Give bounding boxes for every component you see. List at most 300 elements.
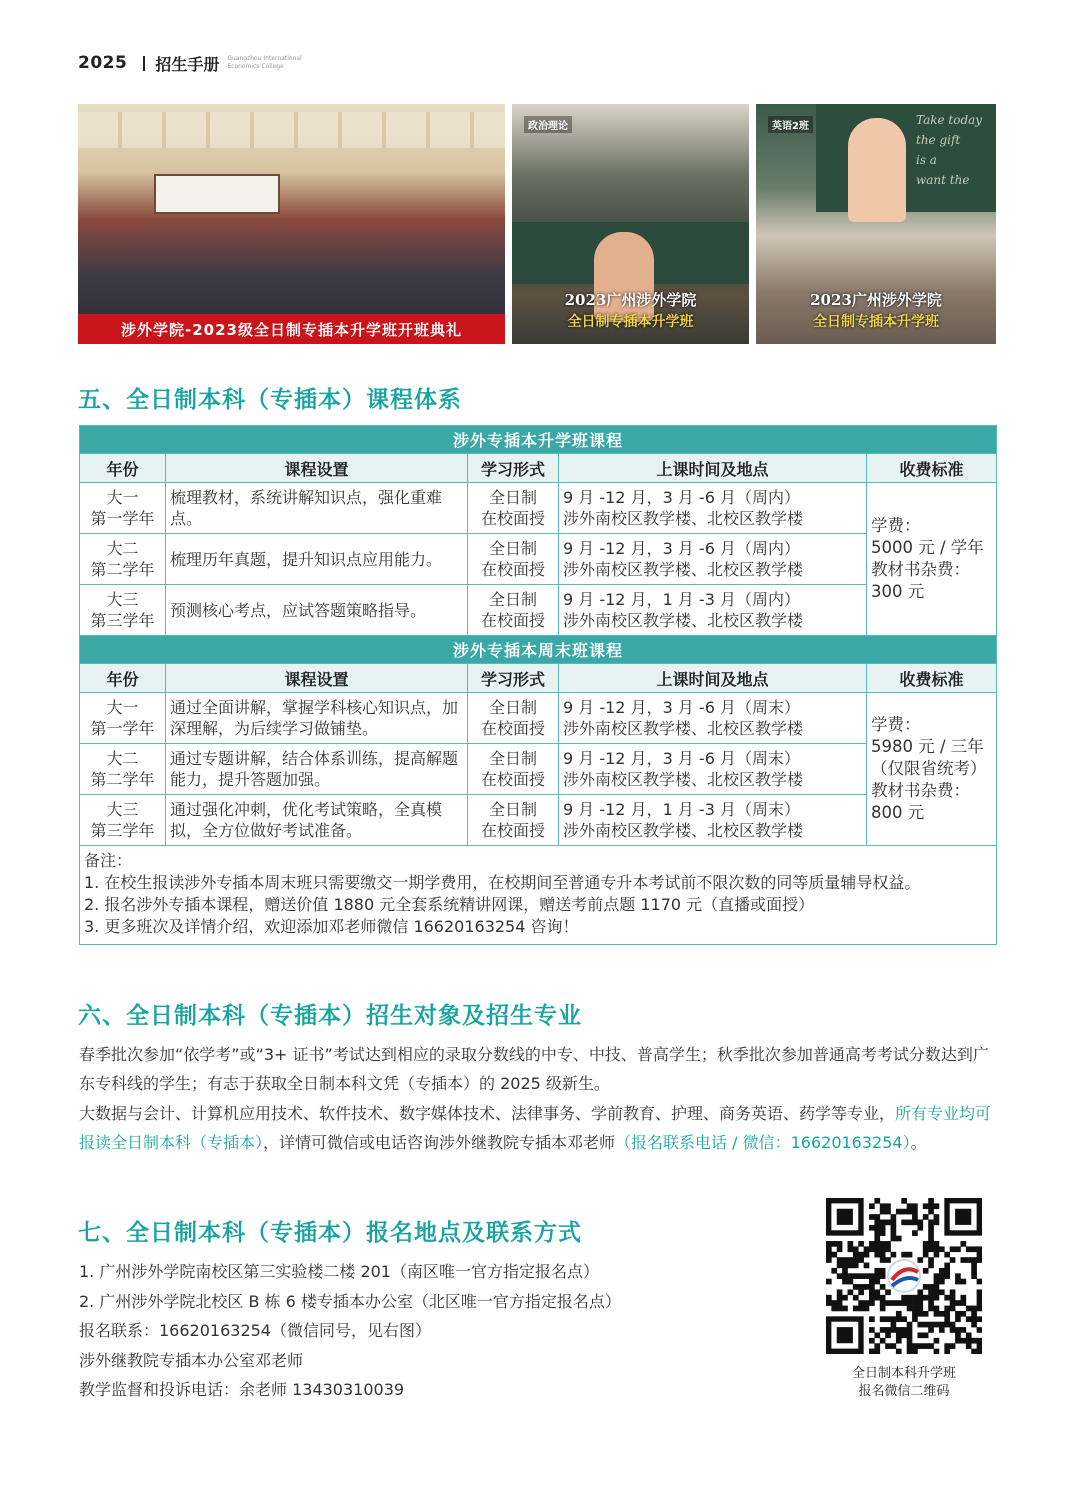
qr-module — [971, 1311, 977, 1317]
qr-module — [960, 1327, 966, 1333]
qr-module — [874, 1246, 880, 1252]
mode-sub: 在校面授 — [480, 770, 545, 789]
year-label: 大二 — [106, 539, 139, 558]
qr-module — [858, 1241, 864, 1247]
time-label: 9 月 -12 月，3 月 -6 月（周内） — [563, 539, 800, 558]
qr-module — [950, 1246, 956, 1252]
qr-module — [885, 1209, 891, 1215]
qr-module — [912, 1295, 918, 1301]
qr-module — [853, 1273, 859, 1279]
qr-module — [977, 1246, 982, 1252]
chalk-line: the gift — [916, 133, 961, 147]
qr-module — [891, 1316, 897, 1322]
col-header-time: 上课时间及地点 — [559, 454, 867, 483]
qr-code-graphic — [826, 1198, 982, 1354]
qr-module — [842, 1279, 848, 1285]
qr-module — [944, 1306, 950, 1312]
qr-module — [934, 1306, 940, 1312]
qr-module — [891, 1230, 897, 1236]
qr-module — [880, 1246, 886, 1252]
fee-line: 300 元 — [871, 582, 925, 601]
college-name — [227, 55, 327, 71]
qr-module — [907, 1203, 913, 1209]
qr-module — [864, 1273, 870, 1279]
qr-module — [955, 1246, 961, 1252]
qr-module — [960, 1300, 966, 1306]
time-label: 9 月 -12 月，3 月 -6 月（周内） — [563, 488, 800, 507]
qr-module — [928, 1284, 934, 1290]
qr-module — [848, 1257, 854, 1263]
qr-module — [934, 1273, 940, 1279]
qr-module — [977, 1300, 982, 1306]
qr-module — [885, 1327, 891, 1333]
time-cell — [559, 483, 867, 534]
qr-module — [880, 1230, 886, 1236]
course-table — [79, 425, 997, 945]
qr-module — [880, 1284, 886, 1290]
qr-module — [853, 1295, 859, 1301]
fee-line: 5000 元 / 学年 — [871, 538, 984, 557]
qr-module — [907, 1343, 913, 1349]
qr-module — [869, 1338, 875, 1344]
qr-module — [939, 1273, 945, 1279]
qr-module — [934, 1338, 940, 1344]
mode-label: 全日制 — [488, 488, 537, 507]
qr-module — [950, 1300, 956, 1306]
qr-module — [853, 1284, 859, 1290]
qr-module — [831, 1300, 837, 1306]
qr-module — [837, 1306, 843, 1312]
qr-module — [917, 1311, 923, 1317]
qr-module — [923, 1322, 929, 1328]
year-label: 大二 — [106, 749, 139, 768]
qr-module — [939, 1246, 945, 1252]
qr-module — [826, 1300, 832, 1306]
header-year: 2025 — [78, 53, 128, 73]
qr-module — [923, 1332, 929, 1338]
qr-module — [917, 1322, 923, 1328]
qr-module — [977, 1327, 982, 1333]
location-label: 涉外南校区教学楼、北校区教学楼 — [563, 509, 804, 528]
qr-module — [891, 1252, 897, 1258]
photo-tag-politics: 政治理论 — [524, 116, 572, 133]
qr-module — [837, 1257, 843, 1263]
col-header-course: 课程设置 — [166, 664, 468, 693]
contact-line: 涉外继教院专插本办公室邓老师 — [79, 1350, 304, 1370]
qr-module — [928, 1236, 934, 1242]
qr-module — [944, 1252, 950, 1258]
mode-label: 全日制 — [488, 800, 537, 819]
qr-module — [842, 1257, 848, 1263]
fee-line: 5980 元 / 三年 — [871, 737, 984, 756]
note-item: 1. 在校生报读涉外专插本周末班只需要缴交一期学费用，在校期间至普通专升本考试前不限次数的同等质量辅导权益。 — [84, 873, 921, 892]
qr-module — [880, 1338, 886, 1344]
qr-module — [848, 1279, 854, 1285]
admission-target-paragraph: 春季批次参加“依学考”或“3+ 证书”考试达到相应的录取分数线的中专、中技、普高学生；秋季批次参加普通高考考试分数达到广东专科线的学生；有志于获取全日制本科文凭（专插本）的 2025 级新生。 — [79, 1045, 989, 1093]
qr-module — [923, 1214, 929, 1220]
qr-module — [826, 1295, 832, 1301]
qr-module — [971, 1268, 977, 1274]
col-header-mode: 学习形式 — [468, 664, 559, 693]
qr-module — [848, 1289, 854, 1295]
qr-module — [896, 1332, 902, 1338]
qr-module — [928, 1289, 934, 1295]
qr-module — [869, 1214, 875, 1220]
qr-module — [901, 1316, 907, 1322]
mode-sub: 在校面授 — [480, 611, 545, 630]
qr-module — [971, 1322, 977, 1328]
year-label: 大一 — [106, 698, 139, 717]
year-cell — [80, 693, 166, 744]
qr-module — [869, 1349, 875, 1354]
ceremony-banner: 涉外学院-2023级全日制专插本升学班开班典礼 — [78, 314, 505, 344]
qr-module — [977, 1289, 982, 1295]
qr-module — [869, 1279, 875, 1285]
qr-module — [934, 1203, 940, 1209]
qr-module — [837, 1289, 843, 1295]
qr-module — [842, 1295, 848, 1301]
contact-list — [79, 1257, 621, 1405]
chalk-line: is a — [916, 153, 937, 167]
qr-module — [928, 1343, 934, 1349]
qr-module — [977, 1257, 982, 1263]
fee-line: 教材书杂费： — [871, 781, 970, 800]
qr-module — [928, 1203, 934, 1209]
qr-module — [842, 1306, 848, 1312]
qr-module — [966, 1257, 972, 1263]
qr-module — [934, 1279, 940, 1285]
qr-module — [880, 1203, 886, 1209]
qr-module — [885, 1289, 891, 1295]
qr-module — [848, 1246, 854, 1252]
fee-line: 学费： — [871, 715, 921, 734]
photo-caption-line2: 全日制专插本升学班 — [567, 314, 694, 330]
qr-module — [939, 1279, 945, 1285]
mode-sub: 在校面授 — [480, 821, 545, 840]
qr-module — [955, 1327, 961, 1333]
qr-module — [831, 1241, 837, 1247]
contact-line: 报名联系：16620163254（微信同号，见右图） — [79, 1321, 431, 1340]
mode-cell — [468, 483, 559, 534]
qr-module — [923, 1311, 929, 1317]
qr-module — [934, 1284, 940, 1290]
qr-module — [944, 1273, 950, 1279]
qr-module — [977, 1343, 982, 1349]
qr-module — [837, 1263, 843, 1269]
qr-module — [885, 1343, 891, 1349]
qr-module — [848, 1263, 854, 1269]
year-sub: 第三学年 — [90, 611, 155, 630]
qr-module — [864, 1246, 870, 1252]
location-label: 涉外南校区教学楼、北校区教学楼 — [563, 821, 804, 840]
qr-module — [885, 1332, 891, 1338]
year-sub: 第三学年 — [90, 821, 155, 840]
qr-module — [907, 1327, 913, 1333]
qr-module — [837, 1273, 843, 1279]
qr-module — [837, 1300, 843, 1306]
year-sub: 第一学年 — [90, 719, 155, 738]
location-label: 涉外南校区教学楼、北校区教学楼 — [563, 770, 804, 789]
qr-module — [880, 1241, 886, 1247]
qr-module — [837, 1241, 843, 1247]
chalk-line: want the — [916, 173, 970, 187]
notes-cell — [80, 846, 997, 945]
qr-module — [928, 1246, 934, 1252]
qr-module — [971, 1273, 977, 1279]
table-row — [80, 795, 997, 846]
time-cell — [559, 534, 867, 585]
fee-cell — [867, 693, 997, 846]
mode-cell — [468, 585, 559, 636]
qr-module — [971, 1246, 977, 1252]
qr-module — [880, 1220, 886, 1226]
photo-caption-line1: 2023广州涉外学院 — [810, 291, 942, 309]
qr-module — [928, 1306, 934, 1312]
location-label: 涉外南校区教学楼、北校区教学楼 — [563, 611, 804, 630]
qr-module — [955, 1273, 961, 1279]
qr-module — [971, 1257, 977, 1263]
qr-module — [917, 1225, 923, 1231]
year-label: 大三 — [106, 800, 139, 819]
mode-sub: 在校面授 — [480, 509, 545, 528]
mode-cell — [468, 744, 559, 795]
contact-highlight: （报名联系电话 / 微信：16620163254） — [615, 1133, 911, 1152]
qr-module — [912, 1316, 918, 1322]
mode-cell — [468, 693, 559, 744]
qr-module — [880, 1252, 886, 1258]
qr-module — [896, 1338, 902, 1344]
qr-module — [874, 1268, 880, 1274]
time-label: 9 月 -12 月，1 月 -3 月（周内） — [563, 590, 800, 609]
qr-module — [950, 1322, 956, 1328]
qr-module — [966, 1343, 972, 1349]
qr-module — [874, 1295, 880, 1301]
qr-module — [874, 1214, 880, 1220]
qr-module — [858, 1252, 864, 1258]
qr-module — [901, 1209, 907, 1215]
qr-module — [885, 1246, 891, 1252]
qr-module — [934, 1241, 940, 1247]
qr-module — [928, 1241, 934, 1247]
qr-module — [944, 1316, 950, 1322]
col-header-course: 课程设置 — [166, 454, 468, 483]
note-item: 3. 更多班次及详情介绍，欢迎添加邓老师微信 16620163254 咨询！ — [84, 917, 579, 936]
qr-module — [880, 1225, 886, 1231]
fee-line: 学费： — [871, 516, 921, 535]
stage-curtain — [78, 112, 505, 148]
projector-screen — [154, 174, 280, 214]
qr-module — [934, 1289, 940, 1295]
qr-module — [896, 1311, 902, 1317]
qr-module — [917, 1295, 923, 1301]
table-row — [80, 483, 997, 534]
qr-module — [944, 1322, 950, 1328]
qr-module — [966, 1332, 972, 1338]
qr-module — [923, 1295, 929, 1301]
course-cell: 通过专题讲解，结合体系训练，提高解题能力，提升答题加强。 — [166, 744, 468, 795]
qr-module — [880, 1273, 886, 1279]
photo-caption-line1: 2023广州涉外学院 — [564, 291, 697, 309]
qr-module — [891, 1236, 897, 1242]
qr-module — [917, 1306, 923, 1312]
qr-module — [853, 1246, 859, 1252]
qr-module — [923, 1241, 929, 1247]
fee-line: （仅限省统考） — [871, 759, 987, 778]
qr-module — [874, 1230, 880, 1236]
qr-module — [928, 1230, 934, 1236]
year-sub: 第二学年 — [90, 560, 155, 579]
qr-module — [901, 1332, 907, 1338]
qr-module — [960, 1338, 966, 1344]
col-header-mode: 学习形式 — [468, 454, 559, 483]
qr-module — [950, 1343, 956, 1349]
time-label: 9 月 -12 月，1 月 -3 月（周末） — [563, 800, 800, 819]
majors-list: 大数据与会计、计算机应用技术、软件技术、数字媒体技术、法律事务、学前教育、护理、商务英语、药学等专业， — [79, 1104, 896, 1123]
qr-module — [934, 1220, 940, 1226]
location-label: 涉外南校区教学楼、北校区教学楼 — [563, 560, 804, 579]
year-cell — [80, 534, 166, 585]
qr-module — [885, 1203, 891, 1209]
qr-module — [939, 1311, 945, 1317]
qr-module — [869, 1203, 875, 1209]
qr-module — [891, 1327, 897, 1333]
qr-module — [885, 1257, 891, 1263]
qr-module — [874, 1236, 880, 1242]
qr-module — [891, 1214, 897, 1220]
qr-module — [907, 1306, 913, 1312]
qr-module — [977, 1306, 982, 1312]
qr-caption — [826, 1365, 982, 1401]
qr-module — [971, 1263, 977, 1269]
qr-module — [960, 1257, 966, 1263]
qr-module — [928, 1209, 934, 1215]
qr-module — [864, 1300, 870, 1306]
chalk-line: Take today — [916, 113, 983, 127]
qr-module — [858, 1300, 864, 1306]
qr-module — [977, 1338, 982, 1344]
time-cell — [559, 693, 867, 744]
chalk-writing — [916, 110, 996, 190]
qr-module — [896, 1236, 902, 1242]
qr-module — [907, 1252, 913, 1258]
qr-module — [837, 1246, 843, 1252]
course-cell: 通过全面讲解，掌握学科核心知识点，加深理解，为后续学习做铺垫。 — [166, 693, 468, 744]
qr-module — [837, 1295, 843, 1301]
qr-module — [912, 1311, 918, 1317]
qr-module — [842, 1263, 848, 1269]
qr-module — [950, 1295, 956, 1301]
qr-module — [923, 1343, 929, 1349]
qr-module — [934, 1214, 940, 1220]
table-row — [80, 744, 997, 795]
qr-module — [874, 1198, 880, 1204]
college-name-line2: Economics College — [227, 63, 284, 70]
qr-module — [874, 1343, 880, 1349]
qr-module — [826, 1252, 832, 1258]
qr-module — [874, 1225, 880, 1231]
qr-module — [874, 1220, 880, 1226]
qr-module — [885, 1300, 891, 1306]
qr-module — [912, 1209, 918, 1215]
table-row — [80, 585, 997, 636]
contact-line: 教学监督和投诉电话：余老师 13430310039 — [79, 1380, 405, 1399]
qr-module — [896, 1316, 902, 1322]
col-header-fee: 收费标准 — [867, 664, 997, 693]
mode-label: 全日制 — [488, 698, 537, 717]
qr-module — [928, 1263, 934, 1269]
section7-title: 七、全日制本科（专插本）报名地点及联系方式 — [78, 1220, 582, 1246]
qr-module — [934, 1311, 940, 1317]
qr-module — [960, 1311, 966, 1317]
col-header-year: 年份 — [80, 454, 166, 483]
course-cell: 梳理历年真题，提升知识点应用能力。 — [166, 534, 468, 585]
qr-module — [880, 1306, 886, 1312]
majors-paragraph — [79, 1099, 997, 1157]
qr-module — [869, 1246, 875, 1252]
qr-module — [928, 1220, 934, 1226]
qr-module — [901, 1252, 907, 1258]
qr-module — [864, 1263, 870, 1269]
qr-module — [950, 1289, 956, 1295]
qr-module — [950, 1306, 956, 1312]
table-row — [80, 693, 997, 744]
qr-module — [923, 1203, 929, 1209]
qr-module — [891, 1220, 897, 1226]
time-label: 9 月 -12 月，3 月 -6 月（周末） — [563, 698, 800, 717]
qr-module — [977, 1295, 982, 1301]
qr-module — [891, 1343, 897, 1349]
qr-module — [912, 1306, 918, 1312]
qr-module — [971, 1306, 977, 1312]
college-name-line1: Guangzhou International — [227, 55, 302, 62]
qr-module — [934, 1246, 940, 1252]
qr-module — [864, 1284, 870, 1290]
qr-module — [977, 1279, 982, 1285]
qr-module — [858, 1257, 864, 1263]
qr-module — [912, 1203, 918, 1209]
qr-module — [977, 1349, 982, 1354]
qr-module — [939, 1289, 945, 1295]
qr-module — [853, 1257, 859, 1263]
qr-module — [917, 1257, 923, 1263]
wechat-qr-code[interactable] — [826, 1198, 982, 1354]
qr-module — [955, 1300, 961, 1306]
qr-module — [853, 1252, 859, 1258]
mode-label: 全日制 — [488, 749, 537, 768]
qr-module — [896, 1300, 902, 1306]
qr-module — [826, 1241, 832, 1247]
qr-module — [901, 1327, 907, 1333]
qr-module — [934, 1252, 940, 1258]
qr-module — [858, 1284, 864, 1290]
qr-module — [896, 1327, 902, 1333]
qr-module — [966, 1338, 972, 1344]
qr-module — [917, 1332, 923, 1338]
time-cell — [559, 585, 867, 636]
qr-finder — [955, 1209, 971, 1225]
qr-module — [907, 1332, 913, 1338]
qr-module — [874, 1279, 880, 1285]
mode-label: 全日制 — [488, 539, 537, 558]
qr-module — [907, 1220, 913, 1226]
qr-module — [901, 1295, 907, 1301]
qr-module — [971, 1316, 977, 1322]
qr-module — [923, 1246, 929, 1252]
qr-module — [928, 1327, 934, 1333]
qr-finder — [837, 1327, 853, 1343]
photo-tag-english: 英语2班 — [768, 116, 813, 133]
course-cell: 预测核心考点，应试答题策略指导。 — [166, 585, 468, 636]
